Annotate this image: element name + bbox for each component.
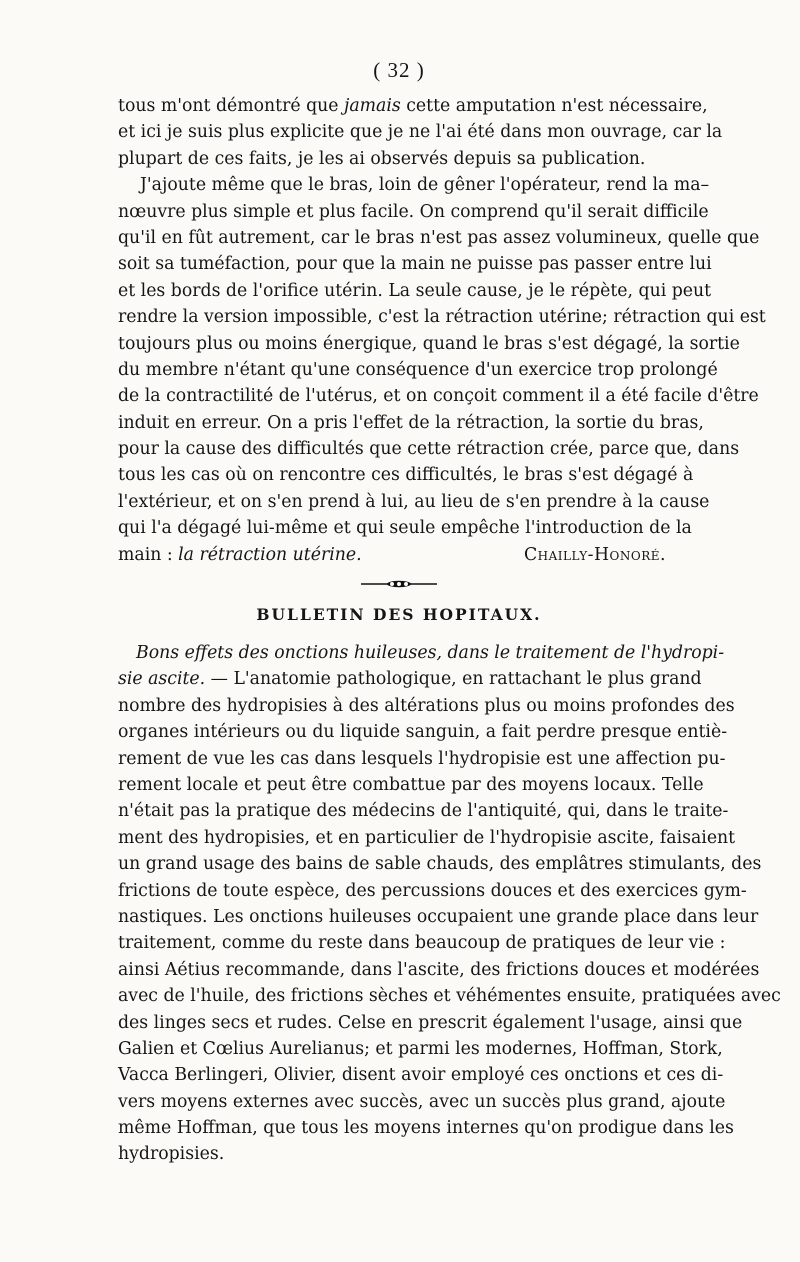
text-line: rendre la version impossible, c'est la rétraction utérine; rétraction qui est: [118, 307, 766, 328]
text-line: des linges secs et rudes. Celse en prescrit également l'usage, ainsi que: [118, 1012, 743, 1033]
text-line: qu'il en fût autrement, car le bras n'est pas assez volumineux, quelle que: [118, 227, 760, 248]
text-line: nœuvre plus simple et plus facile. On comprend qu'il serait difficile: [118, 201, 709, 222]
text-line: soit sa tuméfaction, pour que la main ne puisse pas passer entre lui: [118, 254, 712, 275]
text-line: J'ajoute même que le bras, loin de gêner l'opérateur, rend la ma–: [140, 175, 710, 196]
text-line: de la contractilité de l'utérus, et on conçoit comment il a été facile d'être: [118, 386, 759, 407]
text-line: même Hoffman, que tous les moyens internes qu'on prodigue dans les: [118, 1118, 734, 1139]
page-number: ( 32 ): [373, 58, 425, 82]
text-line: et ici je suis plus explicite que je ne l'ai été dans mon ouvrage, car la: [118, 122, 723, 143]
closing-line: main : la rétraction utérine. Chailly-Honoré.: [118, 542, 680, 568]
text-line: hydropisies.: [118, 1144, 225, 1165]
text-line: tous les cas où on rencontre ces difficultés, le bras s'est dégagé à: [118, 465, 694, 486]
text-line: sie ascite. — L'anatomie pathologique, en rattachant le plus grand: [118, 669, 702, 690]
text-line: tous m'ont démontré que jamais cette amputation n'est nécessaire,: [118, 96, 708, 116]
article-onctions: [118, 640, 781, 1168]
page: [118, 58, 781, 1168]
text-line: pour la cause des difficultés que cette rétraction crée, parce que, dans: [118, 439, 740, 460]
text-line: du membre n'étant qu'une conséquence d'un exercice trop prolongé: [118, 359, 718, 380]
text-line: nombre des hydropisies à des altérations plus ou moins profondes des: [118, 695, 735, 716]
text-line: induit en erreur. On a pris l'effet de la rétraction, la sortie du bras,: [118, 412, 704, 433]
paragraph-amputation: [118, 93, 723, 172]
text-line: rement de vue les cas dans lesquels l'hydropisie est une affection pu-: [118, 748, 726, 769]
text-line: Vacca Berlingeri, Olivier, disent avoir employé ces onctions et ces di-: [118, 1065, 724, 1086]
ornament-rule-icon: [359, 579, 439, 589]
text-line: ainsi Aétius recommande, dans l'ascite, des frictions douces et modérées: [118, 959, 760, 980]
article-title: Bons effets des onctions huileuses, dans le traitement de l'hydropi-: [136, 643, 725, 664]
text-line: ment des hydropisies, et en particulier de l'hydropisie ascite, faisaient: [118, 827, 736, 848]
author-signature: Chailly-Honoré.: [523, 544, 666, 565]
text-line: qui l'a dégagé lui-même et qui seule empêche l'introduction de la: [118, 518, 692, 539]
text-line: et les bords de l'orifice utérin. La seule cause, je le répète, qui peut: [118, 280, 712, 301]
text-line: traitement, comme du reste dans beaucoup de pratiques de leur vie :: [118, 933, 726, 954]
text-line: plupart de ces faits, je les ai observés depuis sa publication.: [118, 148, 646, 169]
section-title: BULLETIN DES HOPITAUX.: [256, 605, 542, 625]
text-line: nastiques. Les onctions huileuses occupaient une grande place dans leur: [118, 906, 759, 927]
text-line: n'était pas la pratique des médecins de l'antiquité, qui, dans le traite-: [118, 801, 729, 822]
text-line: Galien et Cœlius Aurelianus; et parmi les modernes, Hoffman, Stork,: [118, 1038, 723, 1059]
text-line: vers moyens externes avec succès, avec un succès plus grand, ajoute: [118, 1091, 726, 1112]
text-line: toujours plus ou moins énergique, quand le bras s'est dégagé, la sortie: [118, 333, 740, 354]
paragraph-retraction: [118, 172, 766, 568]
text-line: un grand usage des bains de sable chauds, des emplâtres stimulants, des: [118, 854, 762, 875]
text-line: avec de l'huile, des frictions sèches et véhémentes ensuite, pratiquées avec: [118, 986, 781, 1007]
text-line: frictions de toute espèce, des percussions douces et des exercices gym-: [118, 880, 747, 901]
text-line: l'extérieur, et on s'en prend à lui, au lieu de s'en prendre à la cause: [118, 491, 710, 512]
ornament-divider: [118, 574, 680, 596]
text-line: rement locale et peut être combattue par des moyens locaux. Telle: [118, 774, 704, 795]
text-line: organes intérieurs ou du liquide sanguin, a fait perdre presque entiè-: [118, 722, 728, 743]
